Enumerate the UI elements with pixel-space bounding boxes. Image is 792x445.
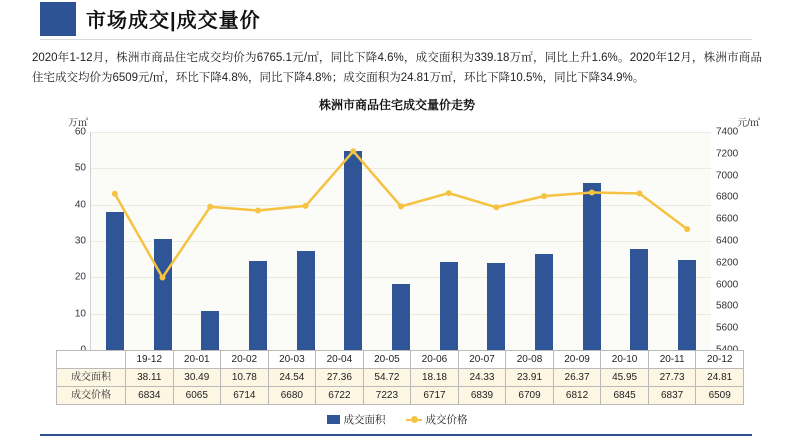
table-cell: 19-12 [126, 351, 174, 369]
table-cell: 27.73 [648, 369, 696, 387]
table-cell: 20-08 [506, 351, 554, 369]
table-cell: 6680 [268, 387, 316, 405]
table-cell: 6839 [458, 387, 506, 405]
price-point [589, 190, 595, 196]
table-cell: 54.72 [363, 369, 411, 387]
table-cell: 6837 [648, 387, 696, 405]
table-cell: 18.18 [411, 369, 459, 387]
footer-divider [40, 434, 752, 436]
table-cell: 27.36 [316, 369, 364, 387]
left-tick-label: 40 [74, 199, 86, 211]
price-line [115, 151, 687, 277]
line-series [91, 132, 711, 350]
table-cell: 6714 [221, 387, 269, 405]
table-row [57, 351, 744, 369]
table-cell: 24.54 [268, 369, 316, 387]
table-cell: 24.81 [696, 369, 744, 387]
right-tick-label: 6200 [716, 257, 739, 269]
price-point [493, 204, 499, 210]
table-cell: 24.33 [458, 369, 506, 387]
right-tick-label: 5600 [716, 322, 739, 334]
table-row [57, 369, 744, 387]
table-cell: 38.11 [126, 369, 174, 387]
table-cell: 6722 [316, 387, 364, 405]
table-cell: 6065 [173, 387, 221, 405]
right-tick-label: 6800 [716, 191, 739, 203]
price-point [684, 226, 690, 232]
table-cell: 6717 [411, 387, 459, 405]
chart-legend [32, 412, 762, 427]
price-point [303, 203, 309, 209]
table-row [57, 387, 744, 405]
price-point [112, 191, 118, 197]
table-row-header: 成交面积 [57, 369, 126, 387]
price-point [160, 275, 166, 281]
legend-line-swatch-icon [406, 415, 422, 424]
table-cell: 6709 [506, 387, 554, 405]
table-cell: 20-01 [173, 351, 221, 369]
table-cell: 6812 [553, 387, 601, 405]
right-tick-label: 5800 [716, 300, 739, 312]
table-cell: 30.49 [173, 369, 221, 387]
chart-title: 株洲市商品住宅成交量价走势 [318, 98, 475, 112]
table-cell: 20-04 [316, 351, 364, 369]
chart-container [32, 96, 762, 436]
table-cell: 10.78 [221, 369, 269, 387]
table-cell: 6845 [601, 387, 649, 405]
page-title: 市场成交|成交量价 [86, 10, 261, 32]
table-cell: 20-07 [458, 351, 506, 369]
left-tick-label: 30 [74, 235, 86, 247]
data-table [56, 350, 744, 405]
price-point [541, 193, 547, 199]
price-point [637, 190, 643, 196]
table-cell: 45.95 [601, 369, 649, 387]
left-tick-label: 60 [74, 126, 86, 138]
table-cell: 20-11 [648, 351, 696, 369]
table-cell: 20-02 [221, 351, 269, 369]
left-tick-label: 20 [74, 271, 86, 283]
right-tick-label: 6600 [716, 213, 739, 225]
legend-label: 成交面积 [343, 414, 386, 426]
price-point [398, 203, 404, 209]
right-tick-label: 7200 [716, 148, 739, 160]
legend-bar-swatch-icon [327, 415, 340, 424]
legend-label: 成交价格 [425, 414, 468, 426]
price-point [446, 190, 452, 196]
table-cell: 20-12 [696, 351, 744, 369]
table-cell: 20-05 [363, 351, 411, 369]
right-axis-unit: 元/㎡ [737, 118, 760, 129]
table-cell: 7223 [363, 387, 411, 405]
table-cell: 20-03 [268, 351, 316, 369]
table-row-header [57, 351, 126, 369]
table-cell: 20-10 [601, 351, 649, 369]
table-cell: 23.91 [506, 369, 554, 387]
table-cell: 20-09 [553, 351, 601, 369]
right-tick-label: 7000 [716, 170, 739, 182]
legend-item[interactable] [327, 412, 386, 427]
left-axis-unit: 万㎡ [68, 118, 88, 129]
right-tick-label: 6400 [716, 235, 739, 247]
left-tick-label: 10 [74, 308, 86, 320]
table-cell: 6509 [696, 387, 744, 405]
plot-area [74, 126, 739, 351]
table-cell: 26.37 [553, 369, 601, 387]
left-tick-label: 50 [74, 162, 86, 174]
summary-paragraph: 2020年1-12月，株洲市商品住宅成交均价为6765.1元/㎡，同比下降4.6%，成交面积为339.18万㎡，同比上升1.6%。2020年12月，株洲市商品住宅成交均价为6509元/㎡，环比下降4.8%，同比下降4.8%；成交面积为24.81万㎡，环比下降10.5%，同比下降34.9%。 [32, 52, 762, 84]
right-tick-label: 6000 [716, 279, 739, 291]
price-point [207, 204, 213, 210]
header-accent-block [40, 2, 76, 36]
legend-item[interactable] [406, 412, 468, 427]
table-row-header: 成交价格 [57, 387, 126, 405]
right-tick-label: 7400 [716, 126, 739, 138]
page-header [0, 0, 792, 40]
table-cell: 20-06 [411, 351, 459, 369]
table-cell: 6834 [126, 387, 174, 405]
price-point [350, 148, 356, 154]
header-divider [40, 39, 752, 40]
price-point [255, 208, 261, 214]
